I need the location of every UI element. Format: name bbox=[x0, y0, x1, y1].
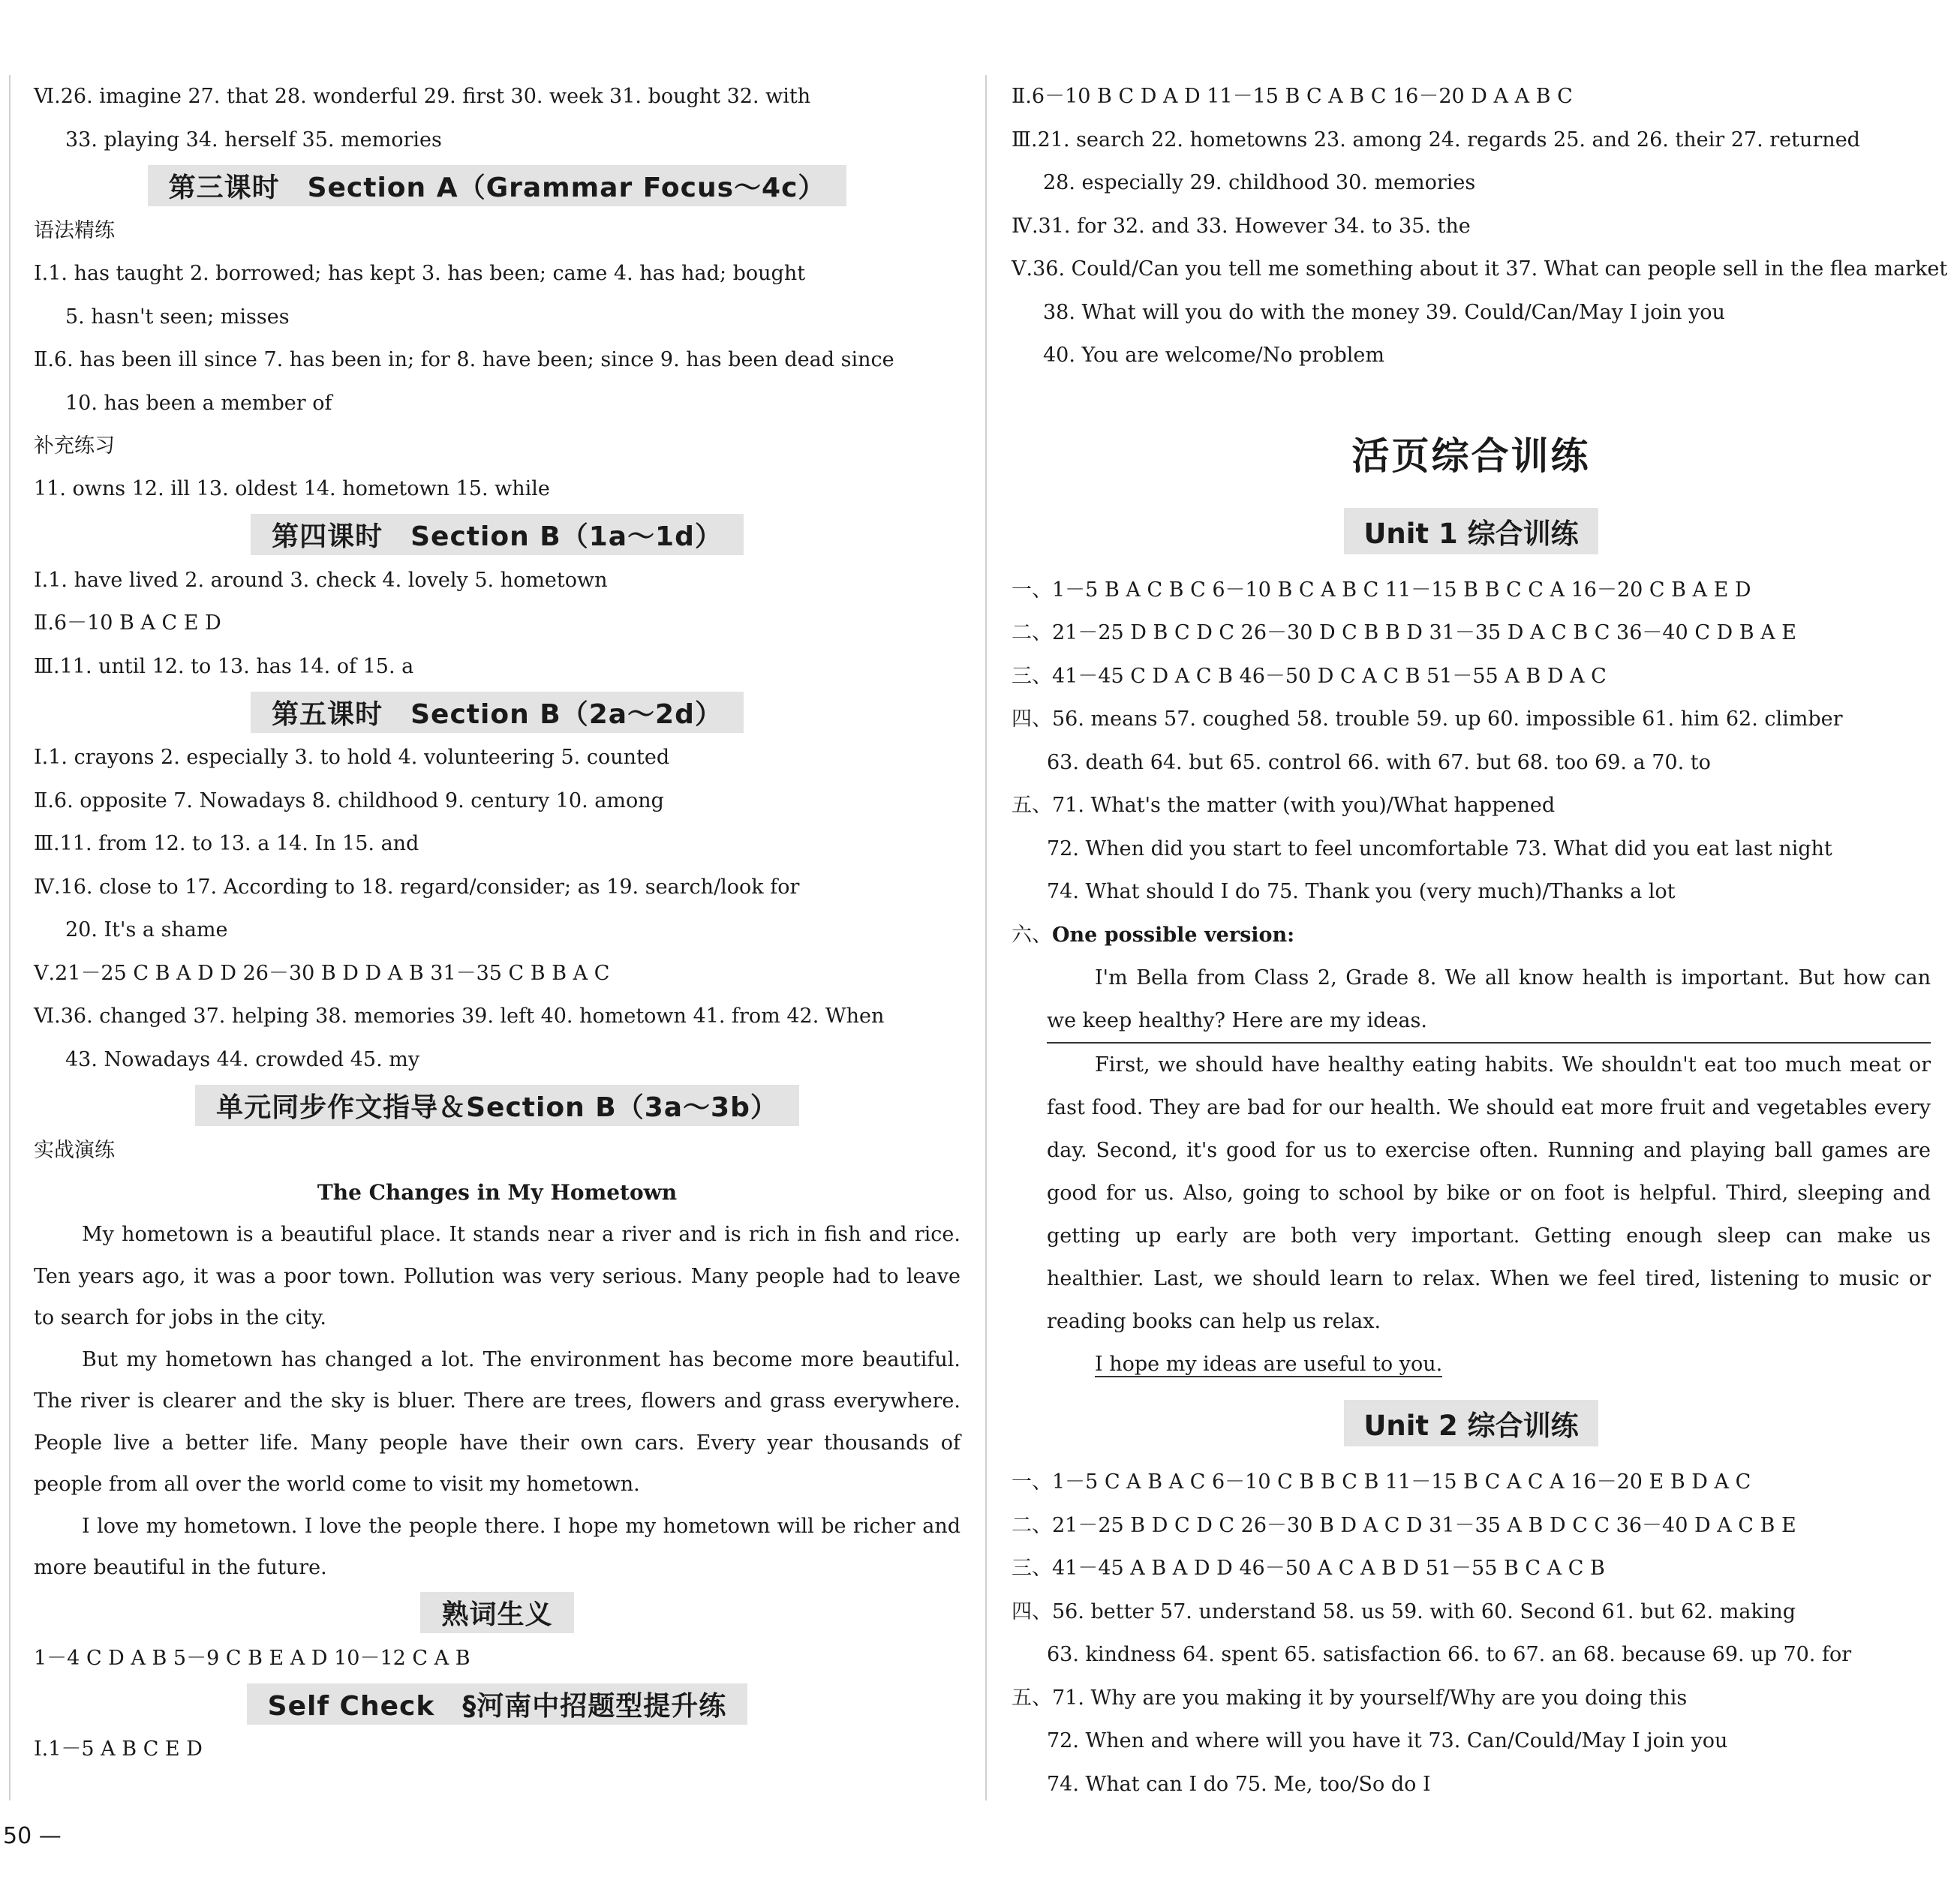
answer-line: 33. playing 34. herself 35. memories bbox=[65, 128, 442, 152]
section-title: 第五课时 Section B（2a～2d） bbox=[251, 692, 744, 733]
left-column bbox=[34, 75, 960, 1771]
unit-heading bbox=[1012, 494, 1931, 569]
section-heading bbox=[34, 688, 960, 736]
answer-line: Ⅰ.1. have lived 2. around 3. check 4. lovely 5. hometown bbox=[34, 568, 608, 592]
answer-line: 五、71. Why are you making it by yourself/Why are you doing this bbox=[1012, 1686, 1688, 1710]
essay-paragraph: My hometown is a beautiful place. It stands near a river and is rich in fish and rice. Ten years ago, it was a poor town. Pollution was very serious. Many people had to leave to search for jobs in the city. bbox=[34, 1223, 960, 1329]
answer-line: Ⅰ.1. crayons 2. especially 3. to hold 4. volunteering 5. counted bbox=[34, 746, 670, 769]
answer-line: 一、1－5 B A C B C 6－10 B C A B C 11－15 B B C C A 16－20 C B A E D bbox=[1012, 578, 1751, 602]
answer-line: 72. When did you start to feel uncomfortable 73. What did you eat last night bbox=[1047, 836, 1832, 860]
section-title: 熟词生义 bbox=[420, 1592, 573, 1633]
answer-line: 二、21－25 D B C D C 26－30 D C B B D 31－35 D A C B C 36－40 C D B A E bbox=[1012, 621, 1796, 644]
answer-line: Ⅲ.11. until 12. to 13. has 14. of 15. a bbox=[34, 654, 414, 678]
essay-paragraph: I love my hometown. I love the people there. I hope my hometown will be richer and more beautiful in the future. bbox=[34, 1514, 960, 1579]
answer-line: 74. What can I do 75. Me, too/So do I bbox=[1047, 1772, 1431, 1796]
answer-line: 63. kindness 64. spent 65. satisfaction 66. to 67. an 68. because 69. up 70. for bbox=[1047, 1643, 1852, 1666]
essay-paragraph: First, we should have healthy eating habits. We shouldn't eat too much meat or fast food. They are bad for our health. We should eat more fruit and vegetables every day. Second, it's good for us to exercise often. Running and playing ball games are good for us. Also, going to school by bike or on foot is helpful. Third, sleeping and getting up early are both very important. Getting enough sleep can make us healthier. Last, we should learn to relax. When we feel tired, listening to music or reading books can help us relax. bbox=[1047, 1053, 1931, 1333]
answer-line: Ⅵ.36. changed 37. helping 38. memories 39. left 40. hometown 41. from 42. When bbox=[34, 1005, 885, 1028]
unit-heading bbox=[1012, 1386, 1931, 1461]
section-title: 单元同步作文指导＆Section B（3a～3b） bbox=[195, 1085, 799, 1126]
answer-line: Ⅳ.16. close to 17. According to 18. regard/consider; as 19. search/look for bbox=[34, 875, 800, 899]
section-title: 第三课时 Section A（Grammar Focus～4c） bbox=[148, 165, 847, 206]
answer-line: 一、1－5 C A B A C 6－10 C B B C B 11－15 B C A C A 16－20 E B D A C bbox=[1012, 1470, 1751, 1494]
essay-paragraph: I hope my ideas are useful to you. bbox=[1095, 1353, 1443, 1376]
answer-line: Ⅴ.21－25 C B A D D 26－30 B D D A B 31－35 C B B A C bbox=[34, 961, 610, 985]
answer-line: Ⅵ.26. imagine 27. that 28. wonderful 29. first 30. week 31. bought 32. with bbox=[34, 85, 811, 108]
answer-line: 五、71. What's the matter (with you)/What happened bbox=[1012, 794, 1556, 817]
answer-line: 63. death 64. but 65. control 66. with 67. but 68. too 69. a 70. to bbox=[1047, 750, 1711, 774]
answer-line: 四、56. better 57. understand 58. us 59. with 60. Second 61. but 62. making bbox=[1012, 1599, 1796, 1623]
answer-line: 72. When and where will you have it 73. Can/Could/May I join you bbox=[1047, 1729, 1728, 1752]
answer-line: Ⅱ.6－10 B A C E D bbox=[34, 611, 221, 635]
section-heading bbox=[34, 161, 960, 209]
answer-line: Ⅱ.6－10 B C D A D 11－15 B C A B C 16－20 D A A B C bbox=[1012, 85, 1573, 108]
answer-line: 74. What should I do 75. Thank you (very much)/Thanks a lot bbox=[1047, 880, 1676, 903]
answer-line: 三、41－45 C D A C B 46－50 D C A C B 51－55 A B D A C bbox=[1012, 664, 1607, 688]
answer-line: 10. has been a member of bbox=[65, 391, 332, 415]
answer-line: 11. owns 12. ill 13. oldest 14. hometown 15. while bbox=[34, 477, 550, 500]
answer-line: Ⅰ.1－5 A B C E D bbox=[34, 1737, 203, 1761]
answer-line: 二、21－25 B D C D C 26－30 B D A C D 31－35 A B D C C 36－40 D A C B E bbox=[1012, 1513, 1796, 1537]
answer-line bbox=[1012, 914, 1931, 957]
essay-paragraph: I'm Bella from Class 2, Grade 8. We all know health is important. But how can we keep healthy? Here are my ideas. bbox=[1012, 957, 1931, 1044]
answer-line: 三、41－45 A B A D D 46－50 A C A B D 51－55 B C A C B bbox=[1012, 1557, 1605, 1580]
section-heading bbox=[34, 1680, 960, 1728]
answer-line: Ⅴ.36. Could/Can you tell me something about it 37. What can people sell in the flea market bbox=[1012, 257, 1948, 281]
unit-title: Unit 2 综合训练 bbox=[1344, 1400, 1598, 1446]
answer-line: 38. What will you do with the money 39. Could/Can/May I join you bbox=[1043, 300, 1725, 324]
sub-heading: 实战演练 bbox=[34, 1139, 115, 1162]
section-heading bbox=[34, 1081, 960, 1129]
column-divider bbox=[985, 75, 987, 1800]
answer-line: 20. It's a shame bbox=[65, 918, 228, 941]
section-heading bbox=[34, 1589, 960, 1637]
answer-line: 28. especially 29. childhood 30. memories bbox=[1043, 171, 1476, 194]
page-title: 活页综合训练 bbox=[1351, 434, 1591, 478]
question-label: 六、 bbox=[1012, 923, 1052, 947]
sub-heading: 补充练习 bbox=[34, 434, 115, 458]
version-label: One possible version: bbox=[1052, 923, 1295, 947]
right-column bbox=[1012, 75, 1948, 1806]
answer-line: Ⅳ.31. for 32. and 33. However 34. to 35. the bbox=[1012, 214, 1471, 238]
left-margin-rule bbox=[9, 75, 11, 1800]
answer-line: Ⅲ.11. from 12. to 13. a 14. In 15. and bbox=[34, 832, 419, 855]
section-heading bbox=[34, 511, 960, 559]
answer-line: Ⅰ.1. has taught 2. borrowed; has kept 3. has been; came 4. has had; bought bbox=[34, 262, 806, 285]
answer-line: 四、56. means 57. coughed 58. trouble 59. up 60. impossible 61. him 62. climber bbox=[1012, 707, 1843, 731]
section-title: Self Check §河南中招题型提升练 bbox=[247, 1683, 748, 1725]
answer-line: Ⅱ.6. opposite 7. Nowadays 8. childhood 9. century 10. among bbox=[34, 788, 664, 812]
essay-paragraph: But my hometown has changed a lot. The environment has become more beautiful. The river is clearer and the sky is bluer. There are trees, flowers and grass everywhere. People live a better life. Many people have their own cars. Every year thousands of people from all over the world come to visit my hometown. bbox=[34, 1347, 960, 1496]
answer-line: 43. Nowadays 44. crowded 45. my bbox=[65, 1047, 420, 1071]
essay-title: The Changes in My Hometown bbox=[317, 1180, 678, 1205]
page-number: 50 — bbox=[3, 1823, 62, 1849]
answer-line: 1－4 C D A B 5－9 C B E A D 10－12 C A B bbox=[34, 1646, 470, 1670]
section-title: 第四课时 Section B（1a～1d） bbox=[251, 514, 744, 555]
answer-line: 40. You are welcome/No problem bbox=[1043, 344, 1384, 367]
answer-line: Ⅲ.21. search 22. hometowns 23. among 24. regards 25. and 26. their 27. returned bbox=[1012, 128, 1860, 152]
unit-title: Unit 1 综合训练 bbox=[1344, 508, 1598, 554]
answer-line: 5. hasn't seen; misses bbox=[65, 305, 290, 329]
answer-line: Ⅱ.6. has been ill since 7. has been in; for 8. have been; since 9. has been dead since bbox=[34, 348, 894, 371]
sub-heading: 语法精练 bbox=[34, 219, 115, 242]
